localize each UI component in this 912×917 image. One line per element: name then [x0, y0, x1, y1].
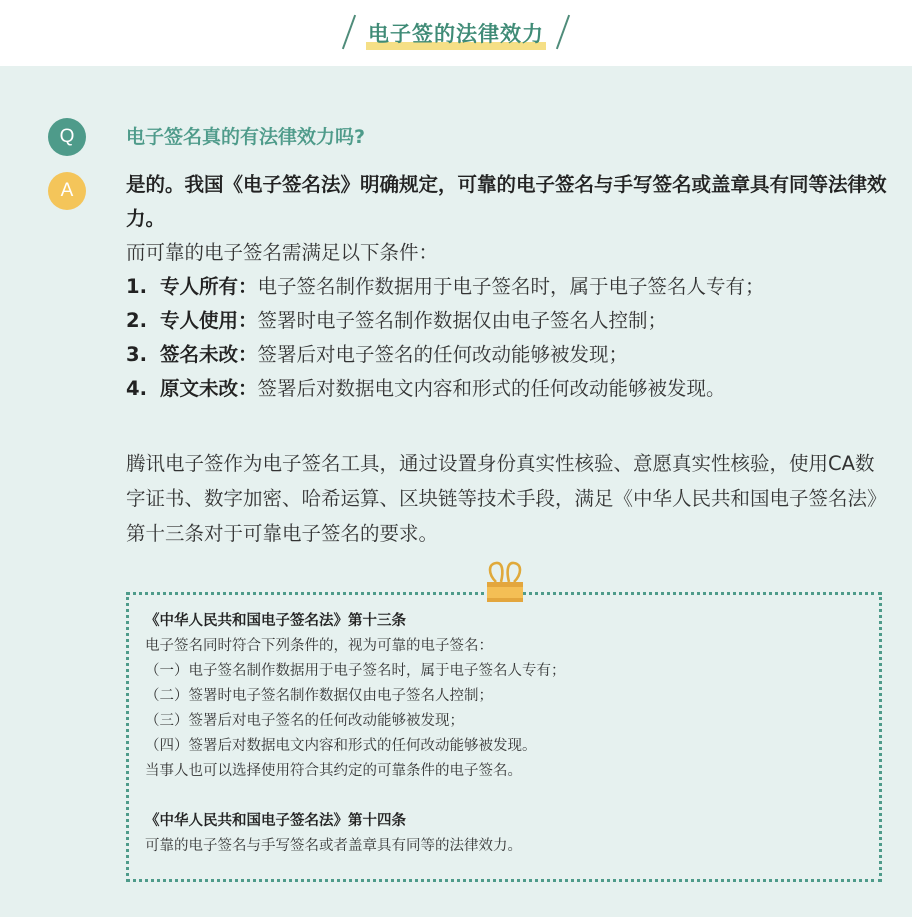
- question-badge-icon: Q: [48, 118, 86, 156]
- header: [0, 0, 912, 66]
- article-13-line: （二）签署时电子签名制作数据仅由电子签名人控制；: [145, 688, 493, 704]
- article-13-line: （三）签署后对电子签名的任何改动能够被发现；: [145, 713, 464, 729]
- condition-number: 2.: [126, 309, 147, 332]
- law-excerpt-content: [145, 609, 865, 859]
- condition-label: 原文未改：: [160, 377, 258, 400]
- condition-text: 电子签名制作数据用于电子签名时，属于电子签名人专有；: [257, 275, 765, 298]
- condition-number: 1.: [126, 275, 147, 298]
- question-text: 电子签名真的有法律效力吗?: [126, 126, 366, 148]
- condition-text: 签署后对电子签名的任何改动能够被发现；: [257, 343, 629, 366]
- condition-number: 4.: [126, 377, 147, 400]
- page-title: 电子签的法律效力: [368, 22, 544, 46]
- binder-clip-icon: [482, 560, 528, 608]
- article-13-line: 当事人也可以选择使用符合其约定的可靠条件的电子签名。: [145, 763, 522, 779]
- answer-block: [126, 168, 892, 406]
- condition-item: [126, 372, 892, 406]
- section-spacer: [145, 784, 865, 809]
- condition-item: [126, 338, 892, 372]
- condition-item: [126, 270, 892, 304]
- tencent-esign-paragraph: 腾讯电子签作为电子签名工具，通过设置身份真实性核验、意愿真实性核验，使用CA数字证书、数字加密、哈希运算、区块链等技术手段，满足《中华人民共和国电子签名法》第十三条对于可靠电子签名的要求。: [126, 452, 887, 545]
- law-excerpt-box: [126, 592, 882, 882]
- condition-text: 签署时电子签名制作数据仅由电子签名人控制；: [257, 309, 668, 332]
- condition-item: [126, 304, 892, 338]
- answer-badge-icon: A: [48, 172, 86, 210]
- article-13-line: 电子签名同时符合下列条件的，视为可靠的电子签名：: [145, 638, 493, 654]
- article-13-line: （四）签署后对数据电文内容和形式的任何改动能够被发现。: [145, 738, 537, 754]
- article-14-title: 《中华人民共和国电子签名法》第十四条: [145, 813, 406, 829]
- article-13-title: 《中华人民共和国电子签名法》第十三条: [145, 613, 406, 629]
- article-14-line: 可靠的电子签名与手写签名或者盖章具有同等的法律效力。: [145, 838, 522, 854]
- condition-label: 专人使用：: [160, 309, 258, 332]
- condition-number: 3.: [126, 343, 147, 366]
- page-title-wrap: [340, 8, 572, 60]
- condition-text: 签署后对数据电文内容和形式的任何改动能够被发现。: [257, 377, 726, 400]
- condition-label: 专人所有：: [160, 275, 258, 298]
- answer-bold-text: 是的。我国《电子签名法》明确规定，可靠的电子签名与手写签名或盖章具有同等法律效力。: [126, 173, 887, 230]
- condition-label: 签名未改：: [160, 343, 258, 366]
- main-content: [0, 66, 912, 917]
- article-13-line: （一）电子签名制作数据用于电子签名时，属于电子签名人专有；: [145, 663, 566, 679]
- conditions-intro: 而可靠的电子签名需满足以下条件：: [126, 241, 439, 264]
